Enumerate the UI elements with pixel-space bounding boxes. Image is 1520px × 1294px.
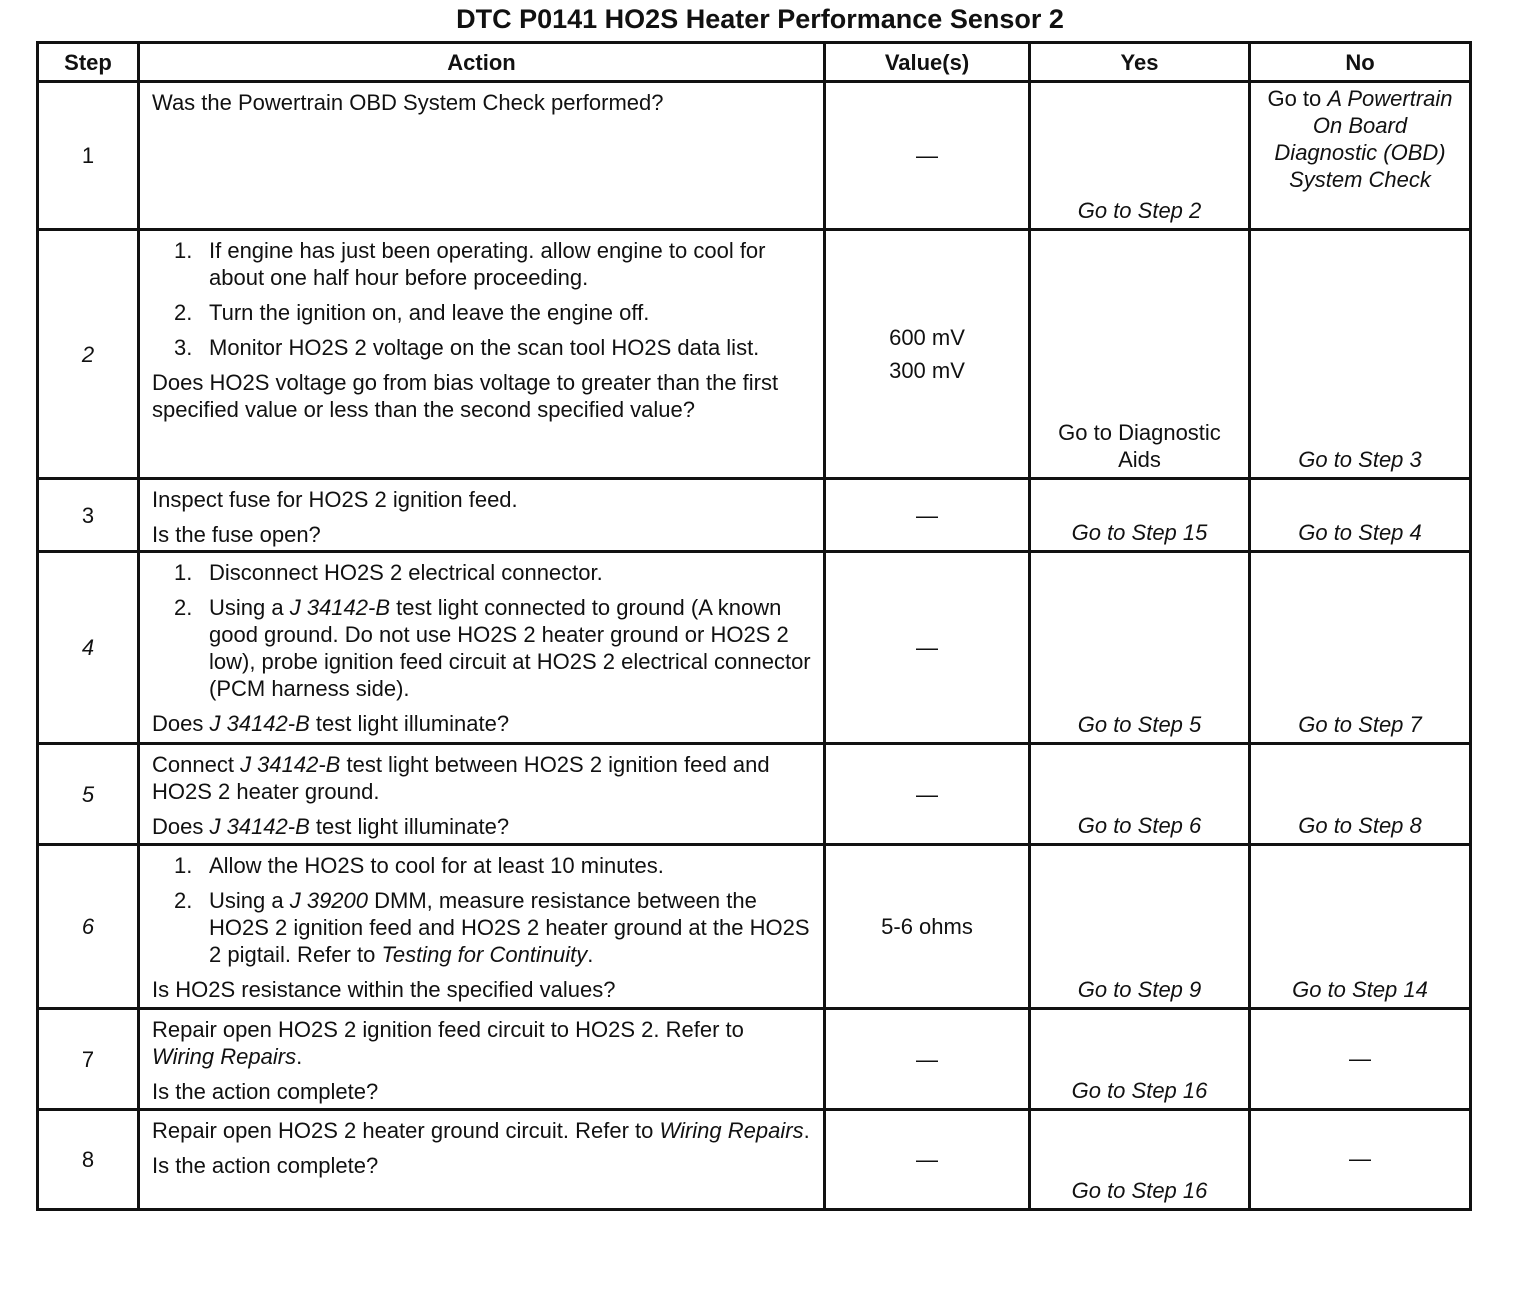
text: Using a: [209, 888, 290, 913]
italic-text: J 34142-B: [209, 814, 310, 839]
italic-text: J 34142-B: [209, 711, 310, 736]
item-text: [209, 594, 811, 702]
text: .: [587, 942, 594, 967]
values-cell: [825, 479, 1030, 552]
no-cell: [1250, 845, 1471, 1009]
step-number: 5: [38, 744, 139, 845]
text: Monitor HO2S 2 voltage on the scan tool HO2S data list.: [209, 335, 760, 360]
italic-text: Go to Step 16: [1071, 1178, 1208, 1203]
no-cell: [1250, 1110, 1471, 1210]
text: Is HO2S resistance within the specified values?: [152, 977, 616, 1002]
step-number: 6: [38, 845, 139, 1009]
action-cell: [139, 1110, 825, 1210]
text: .: [803, 1118, 810, 1143]
yes-cell: [1030, 845, 1250, 1009]
italic-text: Go to Step 2: [1077, 198, 1202, 223]
table-row: [38, 1110, 1471, 1210]
italic-text: Testing for Continuity: [381, 942, 588, 967]
step-number: 8: [38, 1110, 139, 1210]
yes-cell: [1030, 552, 1250, 744]
text: Go to: [1267, 86, 1328, 111]
text: Is the action complete?: [152, 1153, 379, 1178]
italic-text: Go to Step 8: [1298, 813, 1422, 838]
action-paragraph: [152, 751, 811, 805]
text: Does HO2S voltage go from bias voltage to greater than the first specified value or less than the second specified value?: [152, 370, 779, 422]
item-text: [209, 559, 603, 586]
text: Using a: [209, 595, 290, 620]
item-number: 1.: [174, 853, 193, 878]
text: test light between HO2S 2 ignition feed and HO2S 2 heater ground.: [152, 752, 770, 804]
no-cell: [1250, 1009, 1471, 1110]
italic-text: A Powertrain On Board Diagnostic (OBD) System Check: [1274, 86, 1453, 192]
text: —: [1349, 1045, 1371, 1071]
text: DMM, measure resistance between the HO2S 2 ignition feed and HO2S 2 heater ground at the HO2S 2 pigtail. Refer to: [209, 888, 810, 967]
action-paragraph: [152, 976, 811, 1003]
no-cell: [1250, 744, 1471, 845]
table-row: [38, 744, 1471, 845]
item-text: [209, 334, 759, 361]
table-row: [38, 1009, 1471, 1110]
action-cell: [139, 479, 825, 552]
italic-text: Go to Step 7: [1298, 712, 1422, 737]
text: test light connected to ground (A known good ground. Do not use HO2S 2 heater ground or HO2S 2 low), probe ignition feed circuit at HO2S 2 electrical connector (PCM harness side).: [209, 595, 811, 701]
action-paragraph: [152, 89, 811, 116]
values-cell: [825, 230, 1030, 479]
yes-cell: [1030, 744, 1250, 845]
action-list-item: [152, 887, 811, 968]
action-paragraph: [152, 813, 811, 840]
header-action: Action: [139, 43, 825, 82]
value: —: [916, 635, 938, 660]
text: Does: [152, 711, 210, 736]
italic-text: J 39200: [289, 888, 369, 913]
item-text: [209, 299, 649, 326]
text: Disconnect HO2S 2 electrical connector.: [209, 560, 603, 585]
no-cell: [1250, 479, 1471, 552]
italic-text: Go to Step 6: [1077, 813, 1202, 838]
diagnostic-table: [36, 41, 1472, 1211]
values-cell: [825, 744, 1030, 845]
page-title: DTC P0141 HO2S Heater Performance Sensor 2: [456, 4, 1064, 34]
text: If engine has just been operating. allow engine to cool for about one half hour before proceeding.: [209, 238, 766, 290]
action-paragraph: [152, 710, 811, 737]
action-paragraph: [152, 486, 811, 513]
italic-text: Go to Step 14: [1292, 977, 1428, 1002]
italic-text: Go to Step 4: [1298, 520, 1422, 545]
item-number: 2.: [174, 300, 193, 325]
action-cell: [139, 552, 825, 744]
table-row: [38, 82, 1471, 230]
text: —: [1349, 1146, 1371, 1171]
yes-cell: [1030, 82, 1250, 230]
action-cell: [139, 744, 825, 845]
text: Connect: [152, 752, 241, 777]
action-list-item: [152, 237, 811, 291]
italic-text: Go to Step 15: [1071, 520, 1208, 545]
value: 5-6 ohms: [881, 914, 973, 939]
value: 300 mV: [889, 358, 965, 383]
header-values: Value(s): [825, 43, 1030, 82]
header-yes: Yes: [1030, 43, 1250, 82]
item-number: 2.: [174, 888, 193, 913]
value: 600 mV: [889, 325, 965, 350]
action-list-item: [152, 594, 811, 702]
header-row: [38, 43, 1471, 82]
item-number: 3.: [174, 335, 193, 360]
italic-text: Go to Step 16: [1071, 1078, 1208, 1103]
step-number: 4: [38, 552, 139, 744]
action-paragraph: [152, 521, 811, 548]
values-cell: [825, 845, 1030, 1009]
text: Allow the HO2S to cool for at least 10 minutes.: [209, 853, 664, 878]
item-text: [209, 237, 811, 291]
action-cell: [139, 1009, 825, 1110]
action-list-item: [152, 852, 811, 879]
action-cell: [139, 230, 825, 479]
values-cell: [825, 82, 1030, 230]
no-cell: [1250, 82, 1471, 230]
italic-text: J 34142-B: [289, 595, 391, 620]
values-cell: [825, 1110, 1030, 1210]
text: Does: [152, 814, 210, 839]
step-number: 2: [38, 230, 139, 479]
table-row: [38, 552, 1471, 744]
text: Is the fuse open?: [152, 522, 321, 547]
value: —: [916, 1046, 938, 1072]
item-number: 1.: [174, 560, 193, 585]
text: Was the Powertrain OBD System Check performed?: [152, 90, 664, 115]
italic-text: Go to Step 3: [1298, 447, 1422, 472]
text: Inspect fuse for HO2S 2 ignition feed.: [152, 487, 518, 512]
italic-text: Wiring Repairs: [659, 1118, 804, 1143]
item-number: 1.: [174, 238, 193, 263]
yes-cell: [1030, 1009, 1250, 1110]
text: Go to Diagnostic Aids: [1058, 420, 1221, 472]
text: Repair open HO2S 2 ignition feed circuit to HO2S 2. Refer to: [152, 1017, 744, 1042]
values-cell: [825, 1009, 1030, 1110]
action-paragraph: [152, 369, 811, 423]
yes-cell: [1030, 230, 1250, 479]
text: test light illuminate?: [309, 711, 510, 736]
value: —: [916, 781, 938, 807]
no-cell: [1250, 230, 1471, 479]
italic-text: J 34142-B: [240, 752, 341, 777]
step-number: 7: [38, 1009, 139, 1110]
text: Turn the ignition on, and leave the engine off.: [209, 300, 650, 325]
text: test light illuminate?: [309, 814, 510, 839]
italic-text: Wiring Repairs: [152, 1044, 297, 1069]
no-cell: [1250, 552, 1471, 744]
values-cell: [825, 552, 1030, 744]
action-list-item: [152, 299, 811, 326]
italic-text: Go to Step 9: [1077, 977, 1202, 1002]
action-list-item: [152, 334, 811, 361]
step-number: 3: [38, 479, 139, 552]
italic-text: Go to Step 5: [1077, 712, 1202, 737]
action-list-item: [152, 559, 811, 586]
table-row: [38, 230, 1471, 479]
text: .: [296, 1044, 303, 1069]
action-paragraph: [152, 1152, 811, 1179]
action-paragraph: [152, 1117, 811, 1144]
header-step: Step: [38, 43, 139, 82]
table-row: [38, 479, 1471, 552]
action-paragraph: [152, 1078, 811, 1105]
yes-cell: [1030, 479, 1250, 552]
value: —: [916, 143, 938, 168]
text: Is the action complete?: [152, 1079, 379, 1104]
item-number: 2.: [174, 595, 193, 620]
item-text: [209, 852, 664, 879]
action-cell: [139, 845, 825, 1009]
action-cell: [139, 82, 825, 230]
item-text: [209, 887, 811, 968]
table-row: [38, 845, 1471, 1009]
header-no: No: [1250, 43, 1471, 82]
step-number: 1: [38, 82, 139, 230]
value: —: [916, 502, 938, 528]
text: Repair open HO2S 2 heater ground circuit. Refer to: [152, 1118, 660, 1143]
yes-cell: [1030, 1110, 1250, 1210]
value: —: [916, 1147, 938, 1172]
action-paragraph: [152, 1016, 811, 1070]
